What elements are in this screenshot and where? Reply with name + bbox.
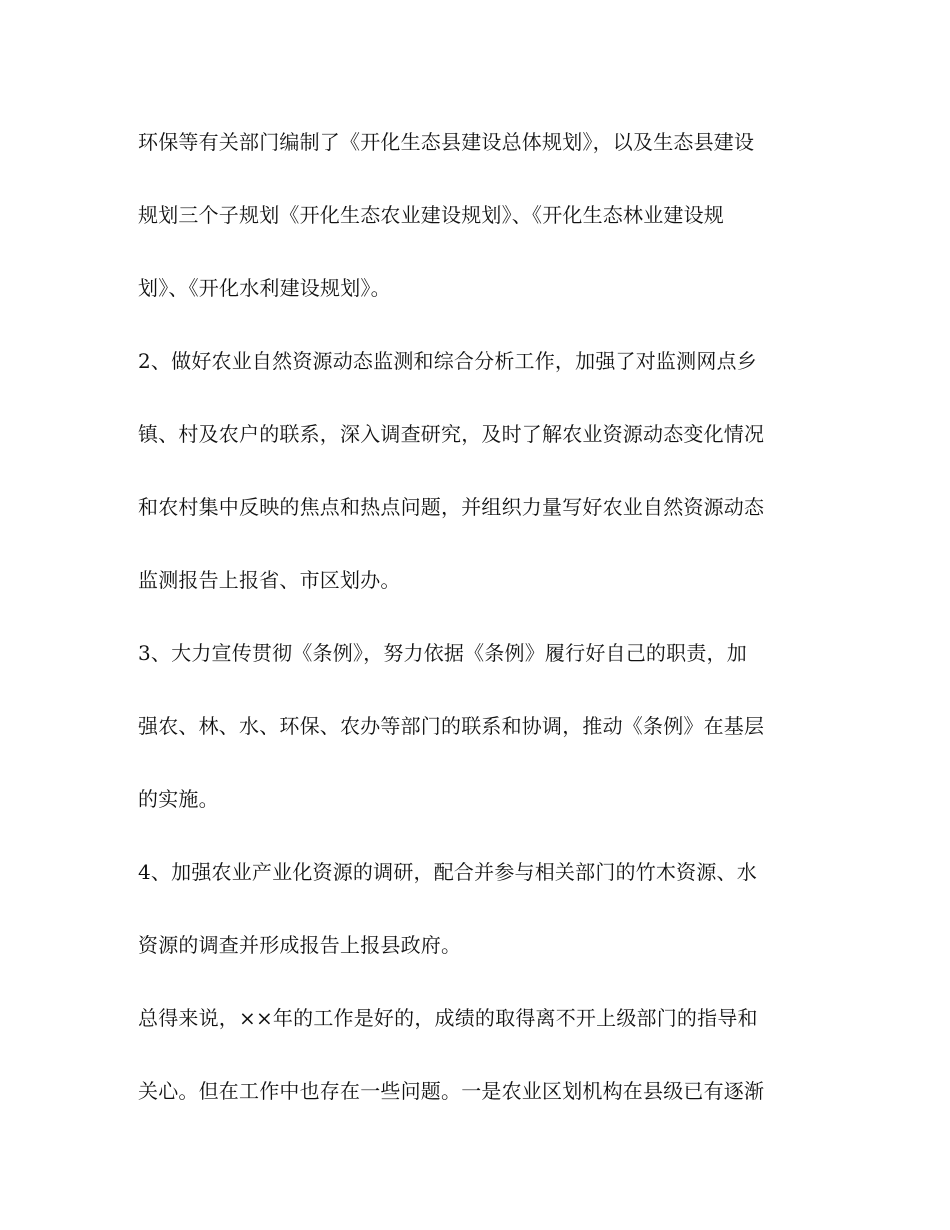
text-line: 3、大力宣传贯彻《条例》，努力依据《条例》履行好自己的职责，加 bbox=[138, 641, 747, 665]
text-line: 4、加强农业产业化资源的调研，配合并参与相关部门的竹木资源、水 bbox=[138, 860, 757, 884]
text-line: 关心。但在工作中也存在一些问题。一是农业区划机构在县级已有逐渐 bbox=[138, 1079, 765, 1103]
text-line: 的实施。 bbox=[138, 787, 219, 811]
text-line: 监测报告上报省、市区划办。 bbox=[138, 568, 401, 592]
text-line: 和农村集中反映的焦点和热点问题，并组织力量写好农业自然资源动态 bbox=[138, 495, 765, 519]
text-line: 资源的调查并形成报告上报县政府。 bbox=[138, 933, 462, 957]
text-line: 总得来说，××年的工作是好的，成绩的取得离不开上级部门的指导和 bbox=[138, 1006, 758, 1030]
text-line: 环保等有关部门编制了《开化生态县建设总体规划》，以及生态县建设 bbox=[138, 130, 755, 154]
text-line: 镇、村及农户的联系，深入调查研究，及时了解农业资源动态变化情况 bbox=[138, 422, 765, 446]
text-line: 强农、林、水、环保、农办等部门的联系和协调，推动《条例》在基层 bbox=[138, 714, 765, 738]
text-line: 规划三个子规划《开化生态农业建设规划》、《开化生态林业建设规 bbox=[138, 203, 724, 227]
text-line: 划》、《开化水利建设规划》。 bbox=[138, 276, 391, 300]
text-line: 2、做好农业自然资源动态监测和综合分析工作，加强了对监测网点乡 bbox=[138, 349, 757, 373]
